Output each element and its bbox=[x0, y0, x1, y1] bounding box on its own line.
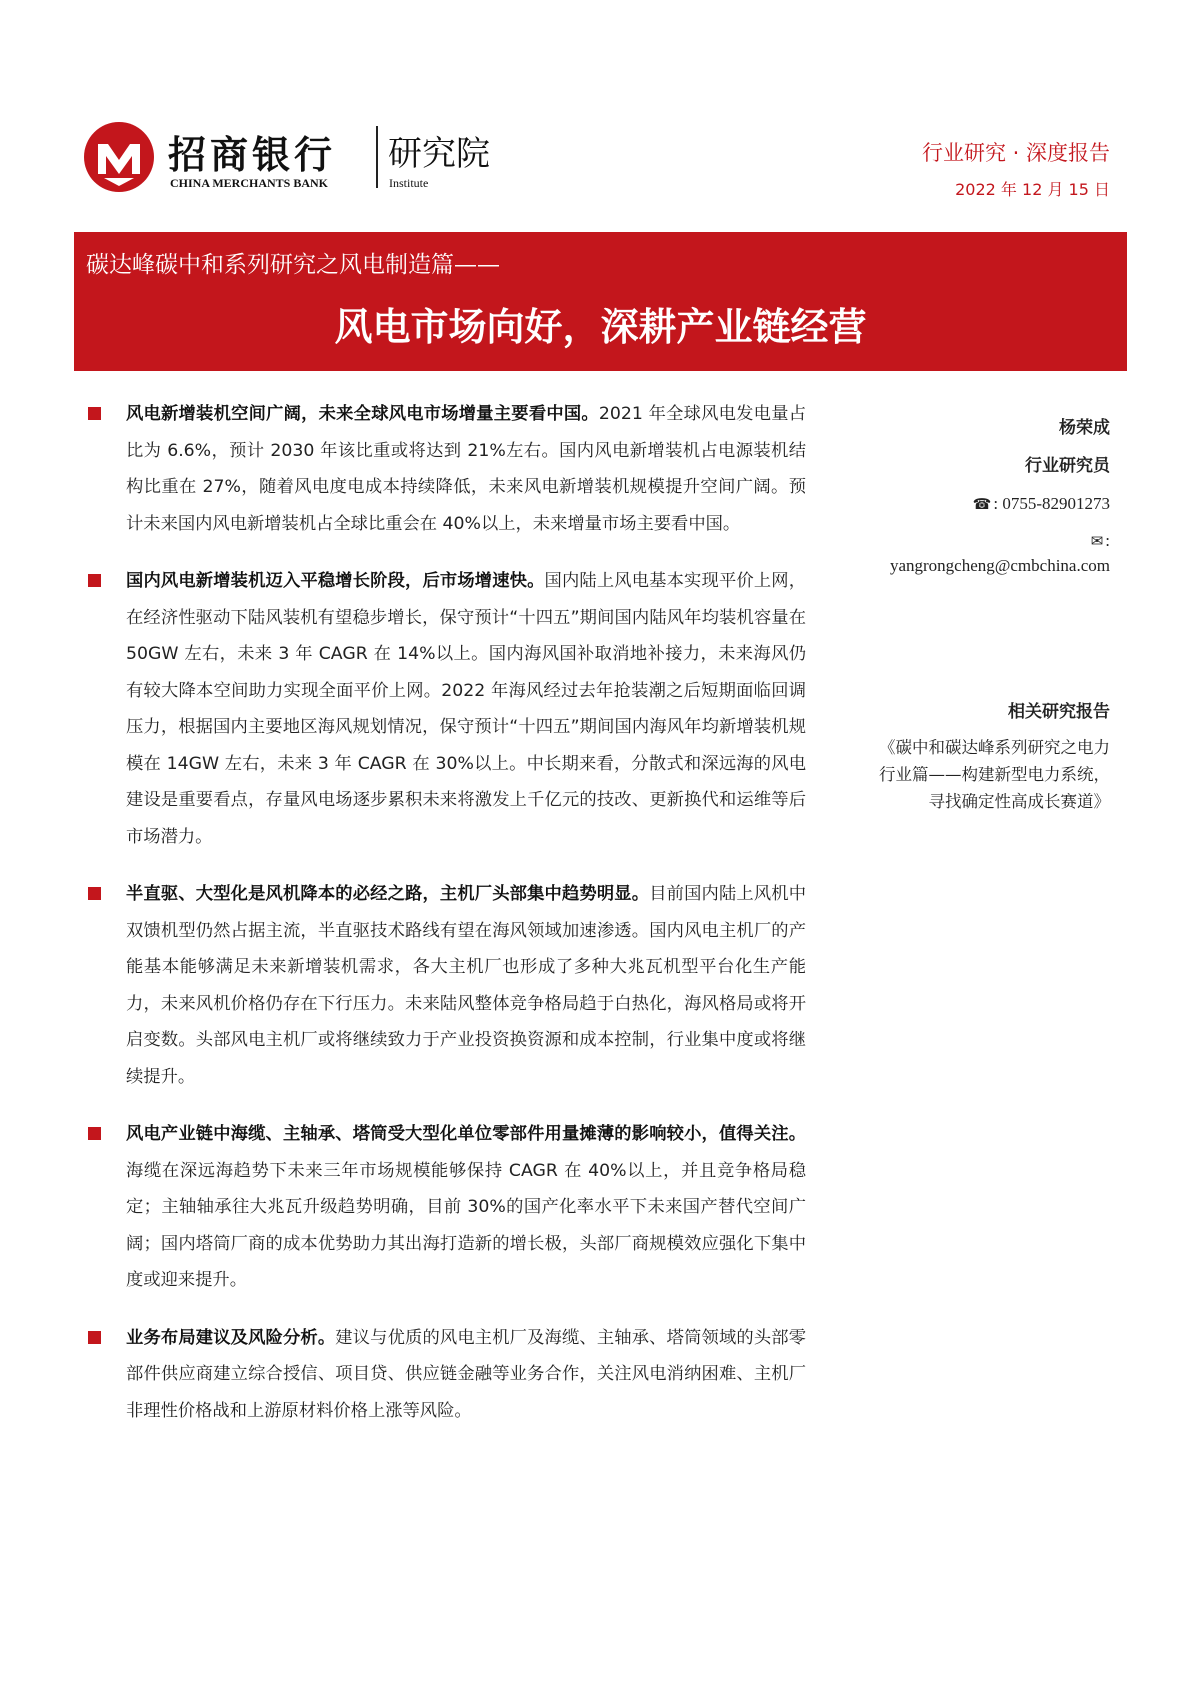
bullet-square-icon bbox=[88, 887, 101, 900]
point-text bbox=[126, 563, 806, 855]
analyst-info bbox=[830, 418, 1110, 576]
related-report-line: 行业篇——构建新型电力系统， bbox=[879, 765, 1110, 784]
point-body: 建议与优质的风电主机厂及海缆、主轴承、塔筒领域的头部零部件供应商建立综合授信、项目贷、供应链金融等业务合作，关注风电消纳困难、主机厂非理性价格战和上游原材料价格上涨等风险。 bbox=[126, 1327, 806, 1421]
report-date: 2022 年 12 月 15 日 bbox=[955, 180, 1110, 199]
related-report-line: 《碳中和碳达峰系列研究之电力 bbox=[879, 738, 1110, 757]
bank-name-en: CHINA MERCHANTS BANK bbox=[170, 176, 329, 190]
point-body: 海缆在深远海趋势下未来三年市场规模能够保持 CAGR 在 40%以上，并且竞争格局稳定；主轴轴承往大兆瓦升级趋势明确，目前 30%的国产化率水平下未来国产替代空间广阔；国内塔筒厂商的成本优势助力其出海打造新的增长极，头部厂商规模效应强化下集中度或迎来提升。 bbox=[126, 1160, 806, 1290]
phone-icon: ☎ bbox=[972, 497, 992, 513]
analyst-role: 行业研究员 bbox=[1025, 456, 1110, 476]
point-lead: 风电新增装机空间广阔，未来全球风电市场增量主要看中国。 bbox=[126, 404, 599, 424]
analyst-phone-row: ☎ : 0755-82901273 bbox=[972, 494, 1110, 513]
point-lead: 业务布局建议及风险分析。 bbox=[126, 1327, 336, 1348]
point-lead: 风电产业链中海缆、主轴承、塔筒受大型化单位零部件用量摊薄的影响较小，值得关注。 bbox=[126, 1124, 806, 1144]
bank-logo bbox=[82, 120, 522, 200]
related-report-line: 寻找确定性高成长赛道》 bbox=[928, 792, 1110, 811]
summary-points bbox=[86, 396, 806, 1450]
bank-name-cn: 招商银行 bbox=[168, 132, 337, 177]
bullet-square-icon bbox=[88, 1331, 101, 1344]
bullet-square-icon bbox=[88, 407, 101, 420]
email-label: : bbox=[1105, 531, 1110, 550]
related-reports-title: 相关研究报告 bbox=[1008, 702, 1110, 722]
point-lead: 半直驱、大型化是风机降本的必经之路，主机厂头部集中趋势明显。 bbox=[126, 884, 650, 904]
point-body: 国内陆上风电基本实现平价上网，在经济性驱动下陆风装机有望稳步增长，保守预计“十四五”期间国内陆风年均装机容量在 50GW 左右，未来 3 年 CAGR 在 14%以上。国内海风国补取消地补接力，未来海风仍有较大降本空间助力实现全面平价上网。2022 年海风经过去年抢装潮之后短期面临回调压力，根据国内主要地区海风规划情况，保守预计“十四五”期间国内海风年均新增装机规模在 14GW 左右，未来 3 年 CAGR 在 30%以上。中长期来看，分散式和深远海的风电建设是重要看点，存量风电场逐步累积未来将激发上千亿元的技改、更新换代和运维等后市场潜力。 bbox=[126, 571, 806, 847]
point-text bbox=[126, 396, 806, 542]
logo-divider bbox=[376, 126, 378, 188]
point-body: 2021 年全球风电发电量占比为 6.6%，预计 2030 年该比重或将达到 21%左右。国内风电新增装机占电源装机结构比重在 27%，随着风电度电成本持续降低，未来风电新增装机规模提升空间广阔。预计未来国内风电新增装机占全球比重会在 40%以上，未来增量市场主要看中国。 bbox=[126, 404, 806, 534]
institute-name-cn: 研究院 bbox=[388, 134, 490, 174]
analyst-name: 杨荣成 bbox=[1059, 418, 1110, 438]
analyst-email[interactable]: yangrongcheng@cmbchina.com bbox=[889, 556, 1110, 575]
point-body: 目前国内陆上风机中双馈机型仍然占据主流，半直驱技术路线有望在海风领域加速渗透。国内风电主机厂的产能基本能够满足未来新增装机需求，各大主机厂也形成了多种大兆瓦机型平台化生产能力，未来风机价格仍存在下行压力。未来陆风整体竞争格局趋于白热化，海风格局或将开启变数。头部风电主机厂或将继续致力于产业投资换资源和成本控制，行业集中度或将继续提升。 bbox=[126, 884, 806, 1087]
bullet-square-icon bbox=[88, 574, 101, 587]
series-subtitle: 碳达峰碳中和系列研究之风电制造篇—— bbox=[86, 252, 500, 278]
institute-name-en: Institute bbox=[389, 176, 429, 190]
report-type: 行业研究 · 深度报告 bbox=[921, 141, 1110, 165]
mail-icon: ✉ bbox=[1090, 534, 1104, 550]
summary-point bbox=[86, 563, 806, 855]
summary-point bbox=[86, 1116, 806, 1299]
report-title: 风电市场向好，深耕产业链经营 bbox=[334, 304, 867, 349]
cmb-logo-icon bbox=[82, 120, 156, 194]
summary-point bbox=[86, 876, 806, 1095]
point-text bbox=[126, 1320, 806, 1430]
summary-point bbox=[86, 1320, 806, 1430]
point-text bbox=[126, 1116, 806, 1299]
title-banner bbox=[74, 232, 1127, 371]
point-text bbox=[126, 876, 806, 1095]
summary-point bbox=[86, 396, 806, 542]
bullet-square-icon bbox=[88, 1127, 101, 1140]
analyst-phone: 0755-82901273 bbox=[1002, 494, 1110, 513]
related-report-item[interactable] bbox=[780, 734, 1110, 815]
email-label-row bbox=[830, 531, 1110, 552]
point-lead: 国内风电新增装机迈入平稳增长阶段，后市场增速快。 bbox=[126, 571, 545, 591]
related-reports bbox=[780, 702, 1110, 815]
